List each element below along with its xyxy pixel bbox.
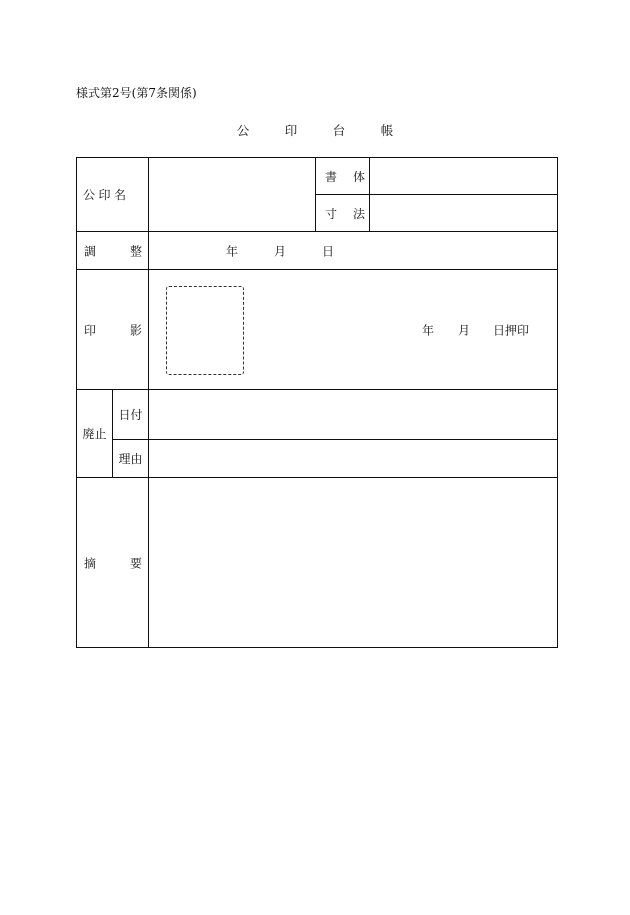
abolition-reason-field[interactable] xyxy=(149,440,558,478)
day-seal-label: 日押印 xyxy=(493,323,530,337)
typeface-field[interactable] xyxy=(370,158,558,195)
month-label: 月 xyxy=(274,244,287,258)
abolition-label: 廃止 xyxy=(77,390,113,478)
imprint-field[interactable] xyxy=(149,270,558,390)
imprint-label: 印 影 xyxy=(77,270,149,390)
abolition-reason-label: 理由 xyxy=(113,440,149,478)
adjustment-date-field[interactable] xyxy=(149,232,558,270)
year-label: 年 xyxy=(422,323,435,337)
summary-field[interactable] xyxy=(149,478,558,648)
title-char: 印 xyxy=(284,123,298,138)
abolition-date-label: 日付 xyxy=(113,390,149,440)
dimensions-label: 寸 法 xyxy=(316,195,370,232)
seal-name-label: 公 印 名 xyxy=(77,158,149,232)
typeface-label: 書 体 xyxy=(316,158,370,195)
day-label: 日 xyxy=(322,244,335,258)
abolition-date-field[interactable] xyxy=(149,390,558,440)
month-label: 月 xyxy=(458,323,471,337)
seal-name-field[interactable] xyxy=(149,158,316,232)
adjustment-label: 調 整 xyxy=(77,232,149,270)
year-label: 年 xyxy=(226,244,239,258)
seal-imprint-box[interactable] xyxy=(166,286,244,375)
dimensions-field[interactable] xyxy=(370,195,558,232)
form-number: 様式第2号(第7条関係) xyxy=(76,86,197,100)
summary-label: 摘 要 xyxy=(77,478,149,648)
page-title xyxy=(0,121,630,139)
seal-ledger-table xyxy=(76,157,558,648)
title-char: 公 xyxy=(236,123,250,138)
title-char: 台 xyxy=(332,123,346,138)
title-char: 帳 xyxy=(380,123,394,138)
